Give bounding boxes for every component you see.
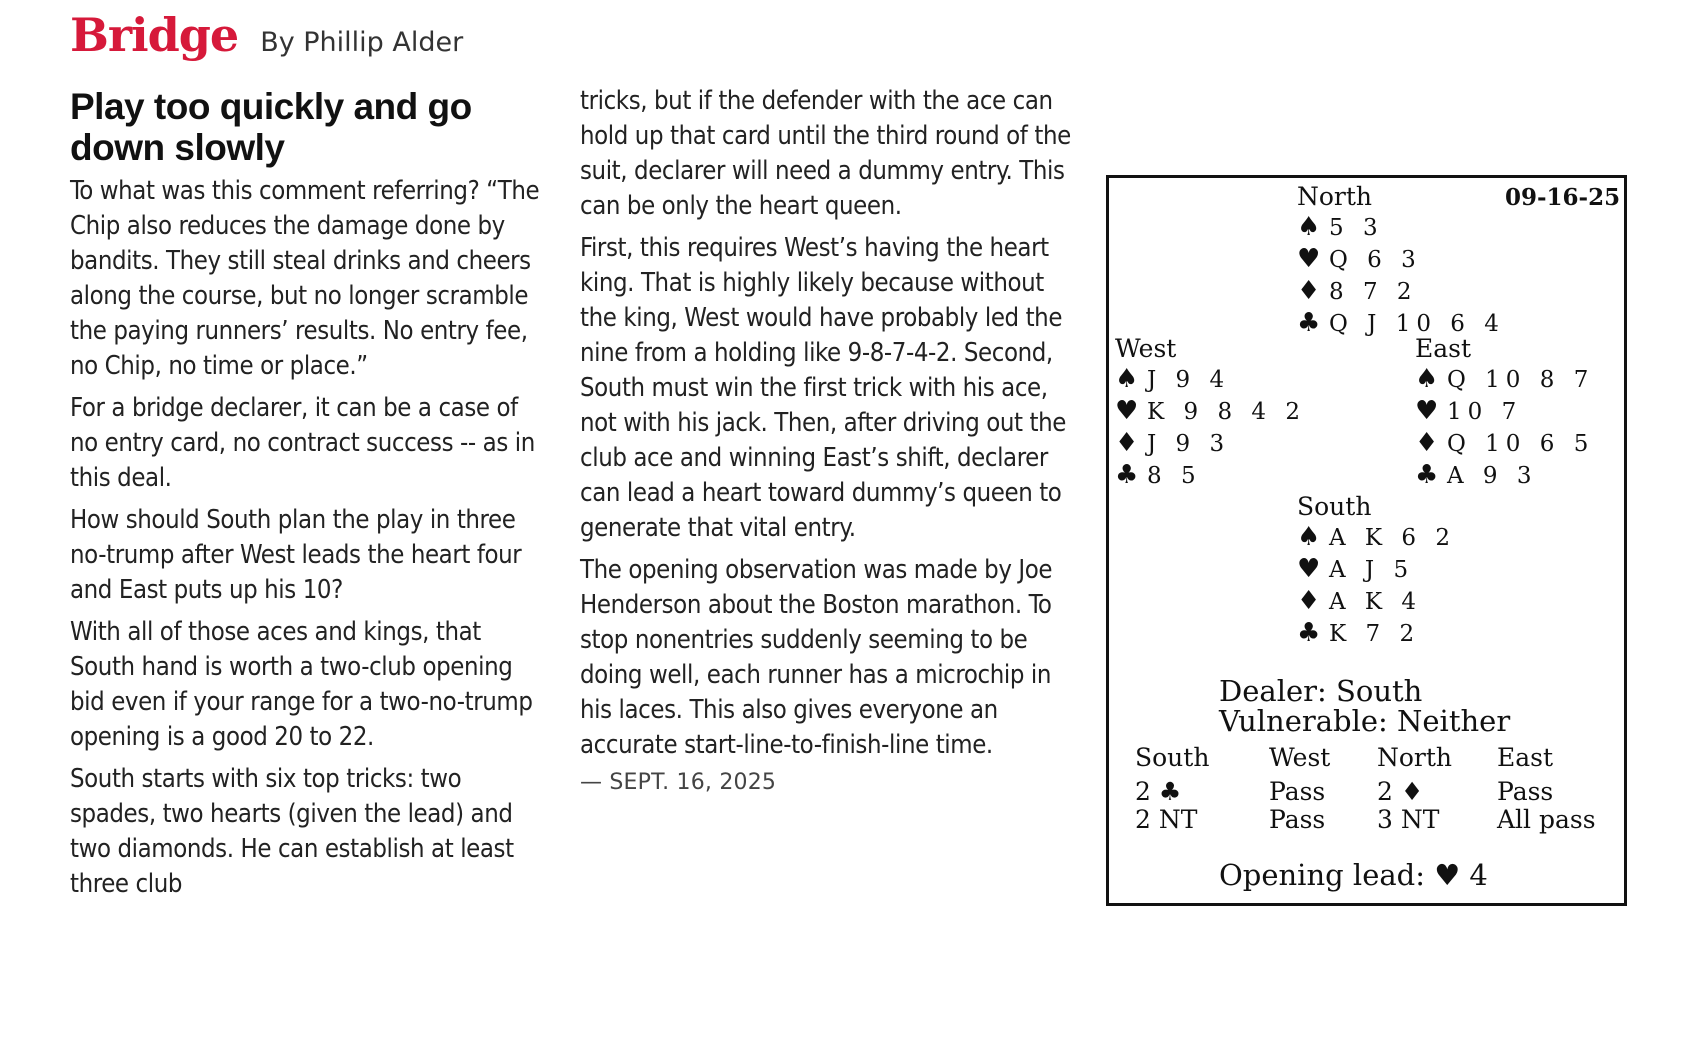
spade-icon: ♠ (1297, 212, 1321, 242)
spade-cards: J 9 4 (1147, 367, 1231, 393)
auction-col-east (1497, 744, 1596, 834)
auction-col-north (1377, 744, 1452, 834)
paragraph: With all of those aces and kings, that South hand is worth a two-club opening bid even if your range for a two-no-trump opening is a good 20 to 22. (70, 617, 533, 752)
club-cards: K 7 2 (1329, 621, 1421, 647)
diamond-icon: ♦ (1297, 276, 1321, 306)
hand-label: North (1297, 182, 1373, 211)
article-column-1 (70, 86, 550, 909)
diamond-icon: ♦ (1115, 428, 1139, 458)
diamond-cards: J 9 3 (1147, 431, 1231, 457)
hand-east (1415, 334, 1594, 491)
article-column-2 (580, 84, 1075, 795)
opening-lead: Opening lead: ♥ 4 (1219, 858, 1488, 892)
diamond-cards: Q 10 6 5 (1447, 431, 1595, 457)
auction-bid: Pass (1269, 805, 1326, 834)
auction-header: South (1135, 743, 1210, 772)
auction-bid: All pass (1497, 805, 1596, 834)
vulnerability: Vulnerable: Neither (1219, 704, 1511, 738)
club-cards: A 9 3 (1447, 463, 1538, 489)
deal-info (1219, 676, 1510, 736)
club-cards: 8 5 (1147, 463, 1202, 489)
auction-col-south (1135, 744, 1209, 834)
spade-icon: ♠ (1115, 364, 1139, 394)
club-icon: ♣ (1297, 618, 1321, 648)
heart-cards: 10 7 (1447, 399, 1523, 425)
club-icon: ♣ (1415, 460, 1439, 490)
auction-header: East (1497, 743, 1554, 772)
heart-cards: K 9 8 4 2 (1147, 399, 1306, 425)
auction-bid: Pass (1269, 777, 1326, 806)
column-logo: Bridge (70, 8, 239, 62)
auction-bid: 2 ♦ (1377, 777, 1424, 806)
auction-bid: 3 NT (1377, 805, 1440, 834)
heart-icon: ♥ (1297, 554, 1321, 584)
hand-south (1297, 492, 1456, 649)
diamond-cards: 8 7 2 (1329, 279, 1418, 305)
hand-label: South (1297, 492, 1372, 521)
paragraph: First, this requires West’s having the heart king. That is highly likely because without the king, West would have probably led the nine from a holding like 9-8-7-4-2. Second, South must win the first trick with his ace, not with his jack. Then, after driving out the club ace and winning East’s shift, declarer can lead a heart toward dummy’s queen to generate that vital entry. (580, 233, 1066, 543)
paragraph: To what was this comment referring? “The Chip also reduces the damage done by bandits. They still steal drinks and cheers along the course, but no longer scramble the paying runners’ results. No entry fee, no Chip, no time or place.” (70, 176, 540, 381)
headline: Play too quickly and go down slowly (70, 86, 472, 168)
bridge-deal-diagram (1106, 175, 1627, 906)
paragraph: For a bridge declarer, it can be a case of no entry card, no contract success -- as in this deal. (70, 393, 535, 493)
paragraph: The opening observation was made by Joe Henderson about the Boston marathon. To stop nonentries suddenly seeming to be doing well, each runner has a microchip in his laces. This also gives everyone an accurate start-line-to-finish-line time. (580, 555, 1053, 760)
diamond-icon: ♦ (1297, 586, 1321, 616)
auction-bid: 2 NT (1135, 805, 1198, 834)
auction-header: West (1269, 743, 1331, 772)
byline: By Phillip Alder (260, 27, 464, 58)
club-icon: ♣ (1297, 308, 1321, 338)
club-cards: Q J 10 6 4 (1329, 311, 1505, 337)
hand-west (1115, 334, 1306, 491)
spade-cards: A K 6 2 (1329, 525, 1456, 551)
hand-label: East (1415, 334, 1472, 363)
heart-cards: Q 6 3 (1329, 247, 1422, 273)
hand-label: West (1115, 334, 1177, 363)
spade-icon: ♠ (1415, 364, 1439, 394)
masthead (70, 8, 463, 68)
auction-bid: 2 ♣ (1135, 777, 1182, 806)
spade-cards: 5 3 (1329, 215, 1384, 241)
heart-icon: ♥ (1415, 396, 1439, 426)
paragraph: South starts with six top tricks: two spades, two hearts (given the lead) and two diamonds. He can establish at least three club (70, 764, 514, 899)
hand-north (1297, 182, 1505, 339)
paragraph: tricks, but if the defender with the ace can hold up that card until the third round of the suit, declarer will need a dummy entry. This can be only the heart queen. (580, 86, 1071, 221)
club-icon: ♣ (1115, 460, 1139, 490)
paragraph: How should South plan the play in three no-trump after West leads the heart four and East puts up his 10? (70, 505, 522, 605)
auction-bid: Pass (1497, 777, 1554, 806)
heart-icon: ♥ (1115, 396, 1139, 426)
spade-icon: ♠ (1297, 522, 1321, 552)
auction-header: North (1377, 743, 1453, 772)
dealer: Dealer: South (1219, 674, 1423, 708)
diamond-icon: ♦ (1415, 428, 1439, 458)
diamond-cards: A K 4 (1329, 589, 1423, 615)
auction-col-west (1269, 744, 1330, 834)
heart-icon: ♥ (1297, 244, 1321, 274)
spade-cards: Q 10 8 7 (1447, 367, 1595, 393)
dateline: — SEPT. 16, 2025 (580, 770, 777, 795)
heart-cards: A J 5 (1329, 557, 1415, 583)
diagram-date: 09-16-25 (1505, 184, 1621, 211)
